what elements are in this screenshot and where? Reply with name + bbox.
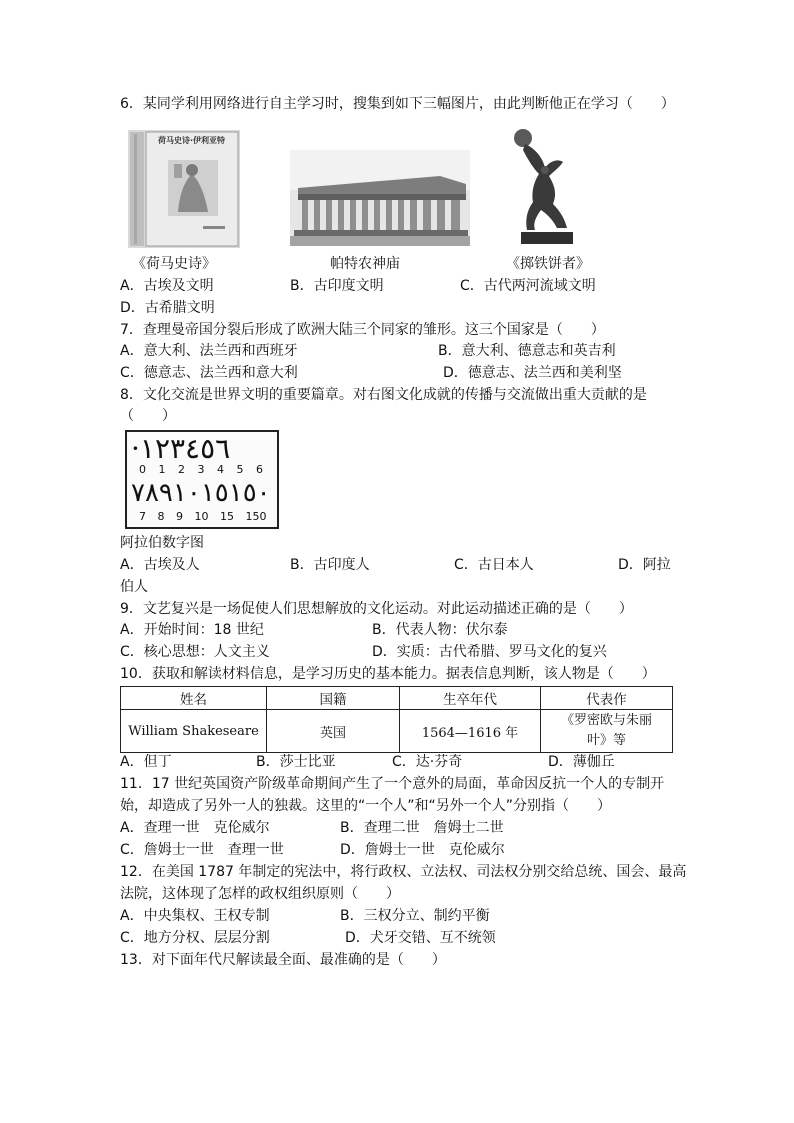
q11-stem-line1: 11．17 世纪英国资产阶级革命期间产生了一个意外的局面，革命因反抗一个人的专制开 (120, 776, 665, 792)
q12-option-a[interactable]: A．中央集权、王权专制 (120, 908, 270, 924)
q8-option-b[interactable]: B．古印度人 (290, 557, 370, 573)
q9-option-a[interactable]: A．开始时间：18 世纪 (120, 622, 264, 638)
western-numerals-bottom: 7 8 9 10 15 150 (139, 510, 267, 523)
q12-stem-line1: 12．在美国 1787 年制定的宪法中，将行政权、立法权、司法权分别交给总统、国会、最高 (120, 864, 687, 880)
q8-option-d[interactable]: D．阿拉 (618, 557, 671, 573)
table-cell-nationality: 英国 (267, 710, 400, 753)
q6-option-d[interactable]: D．古希腊文明 (120, 300, 215, 316)
table-header-nationality: 国籍 (267, 687, 400, 710)
q8-figure-caption: 阿拉伯数字图 (120, 535, 204, 551)
person-info-table (120, 686, 673, 753)
table-cell-name: William Shakeseare (121, 710, 267, 753)
table-header-years: 生卒年代 (400, 687, 541, 710)
q6-option-c[interactable]: C．古代两河流域文明 (460, 278, 596, 294)
q7-option-d[interactable]: D．德意志、法兰西和美利坚 (443, 365, 622, 381)
q7-stem: 7．查理曼帝国分裂后形成了欧洲大陆三个同家的雏形。这三个国家是（ ） (120, 322, 605, 338)
table-header-row (121, 687, 673, 710)
homer-epic-book-image (128, 130, 240, 248)
arabic-numerals-figure (125, 430, 279, 529)
q12-option-c[interactable]: C．地方分权、层层分割 (120, 930, 270, 946)
q12-stem-line2: 法院，这体现了怎样的政权组织原则（ ） (120, 886, 400, 902)
q11-option-d[interactable]: D．詹姆士一世 克伦威尔 (340, 842, 505, 858)
caption-parthenon: 帕特农神庙 (330, 256, 400, 272)
q10-option-c[interactable]: C．达·芬奇 (392, 754, 463, 770)
caption-discobolus: 《掷铁饼者》 (506, 256, 590, 272)
q10-option-a[interactable]: A．但丁 (120, 754, 172, 770)
table-cell-works (541, 710, 673, 753)
q10-option-b[interactable]: B．莎士比亚 (256, 754, 336, 770)
q7-option-c[interactable]: C．德意志、法兰西和意大利 (120, 365, 298, 381)
q12-option-d[interactable]: D．犬牙交错、互不统领 (345, 930, 496, 946)
q8-paren: （ ） (120, 408, 176, 424)
q9-stem: 9．文艺复兴是一场促使人们思想解放的文化运动。对此运动描述正确的是（ ） (120, 601, 633, 617)
western-numerals-top: 0 1 2 3 4 5 6 (139, 463, 263, 476)
table-cell-works-line1: 《罗密欧与朱丽 (560, 713, 652, 728)
q8-option-c[interactable]: C．古日本人 (454, 557, 534, 573)
parthenon-image (290, 150, 470, 246)
q9-option-d[interactable]: D．实质：古代希腊、罗马文化的复兴 (372, 644, 607, 660)
q7-option-a[interactable]: A．意大利、法兰西和西班牙 (120, 343, 298, 359)
q9-option-b[interactable]: B．代表人物：伏尔泰 (372, 622, 508, 638)
q6-stem: 6．某同学利用网络进行自主学习时，搜集到如下三幅图片，由此判断他正在学习（ ） (120, 96, 675, 112)
q11-stem-line2: 始，却造成了另外一人的独裁。这里的“一个人”和“另外一个人”分别指（ ） (120, 798, 612, 814)
table-row (121, 710, 673, 753)
table-header-works: 代表作 (541, 687, 673, 710)
book-title-text: 荷马史诗·伊利亚特 (158, 136, 226, 145)
table-header-name: 姓名 (121, 687, 267, 710)
q8-option-a[interactable]: A．古埃及人 (120, 557, 200, 573)
q11-option-a[interactable]: A．查理一世 克伦威尔 (120, 820, 270, 836)
q11-option-b[interactable]: B．查理二世 詹姆士二世 (340, 820, 504, 836)
q7-option-b[interactable]: B．意大利、德意志和英吉利 (438, 343, 616, 359)
q8-stem: 8．文化交流是世界文明的重要篇章。对右图文化成就的传播与交流做出重大贡献的是 (120, 387, 647, 403)
table-cell-works-line2: 叶》等 (586, 733, 626, 748)
q9-option-c[interactable]: C．核心思想：人文主义 (120, 644, 270, 660)
q11-option-c[interactable]: C．詹姆士一世 查理一世 (120, 842, 284, 858)
q13-stem: 13．对下面年代尺解读最全面、最准确的是（ ） (120, 952, 446, 968)
caption-homer: 《荷马史诗》 (132, 256, 216, 272)
arabic-numerals-bottom: ٧٨٩١٠١٥١٥٠ (131, 478, 271, 508)
table-cell-years: 1564—1616 年 (400, 710, 541, 753)
q10-stem: 10．获取和解读材料信息，是学习历史的基本能力。据表信息判断，该人物是（ ） (120, 666, 656, 682)
q10-option-d[interactable]: D．薄伽丘 (548, 754, 615, 770)
q6-option-a[interactable]: A．古埃及文明 (120, 278, 214, 294)
arabic-numerals-top: ·١٢٣٤٥٦ (131, 432, 231, 465)
q12-option-b[interactable]: B．三权分立、制约平衡 (340, 908, 490, 924)
q6-option-b[interactable]: B．古印度文明 (290, 278, 384, 294)
q8-option-d-cont: 伯人 (120, 579, 148, 595)
discobolus-image (505, 128, 585, 248)
